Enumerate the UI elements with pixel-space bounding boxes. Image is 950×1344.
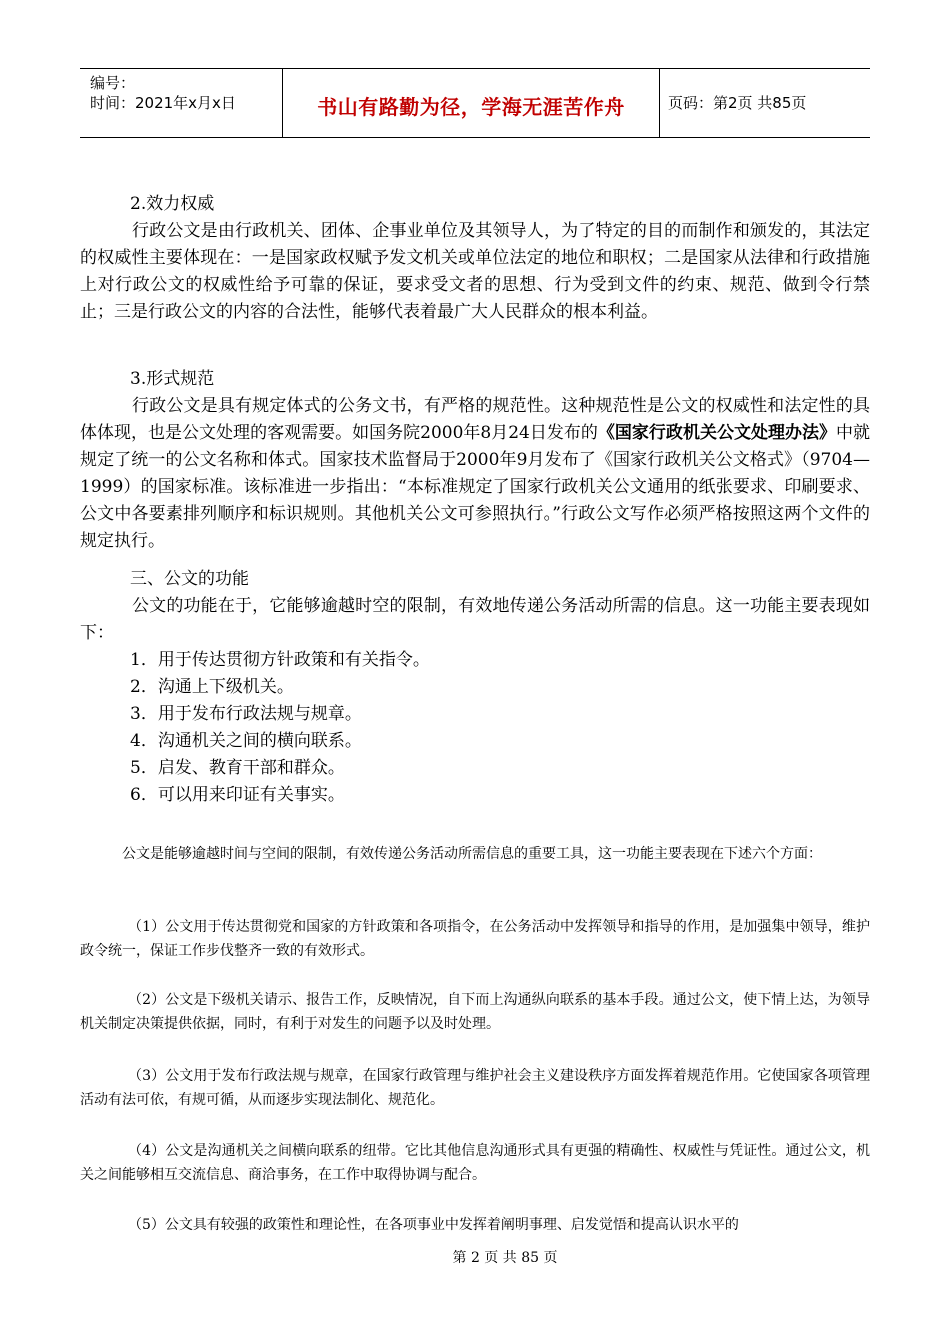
section-heading: 2.效力权威 [130,194,215,214]
section-paragraph [80,393,870,555]
section-format [80,366,870,555]
section-heading: 3.形式规范 [130,369,215,389]
list-item: 1．用于传达贯彻方针政策和有关指令。 [130,650,430,670]
paragraph-text: 行政公文是具有规定体式的公务文书，有严格的规范性。这种规范性是公文的权威性和法定性的具体体现，也是公文处理的客观需要。如国务院2000年8月24日发布的 [80,396,870,443]
header-motto-cell [283,69,660,137]
detail-paragraph: （3）公文用于发布行政法规与规章，在国家行政管理与维护社会主义建设秩序方面发挥着规范作用。它使国家各项管理活动有法可依，有规可循，从而逐步实现法制化、规范化。 [80,1068,870,1108]
paragraph-text: 中就规定了统一的公文名称和体式。国家技术监督局于2000年9月发布了《国家行政机关公文格式》（9704—1999）的国家标准。该标准进一步指出：“本标准规定了国家行政机关公文通用的纸张要求、印刷要求、公文中各要素排列顺序和标识规则。其他机关公文可参照执行。”行政公文写作必须严格按照这两个文件的规定执行。 [80,423,871,551]
section-authority [80,191,870,326]
header-page-cell [660,69,870,137]
section-intro: 公文的功能在于，它能够逾越时空的限制，有效地传递公务活动所需的信息。这一功能主要表现如下： [80,596,870,643]
header-motto: 书山有路勤为径，学海无涯苦作舟 [317,95,625,119]
detail-paragraph: （5）公文具有较强的政策性和理论性，在各项事业中发挥着阐明事理、启发觉悟和提高认识水平的 [128,1217,739,1233]
detail-point-3 [80,1064,870,1112]
list-item: 4．沟通机关之间的横向联系。 [130,731,362,751]
detail-paragraph: （1）公文用于传达贯彻党和国家的方针政策和各项指令，在公务活动中发挥领导和指导的作用，是加强集中领导，维护政令统一，保证工作步伐整齐一致的有效形式。 [80,919,870,959]
detail-point-1 [80,915,870,963]
detail-paragraph: （2）公文是下级机关请示、报告工作，反映情况，自下而上沟通纵向联系的基本手段。通过公文，使下情上达，为领导机关制定决策提供依据，同时，有利于对发生的问题予以及时处理。 [80,992,870,1032]
list-item: 2．沟通上下级机关。 [130,677,294,697]
document-number-label: 编号： [90,74,136,92]
section-paragraph: 行政公文是由行政机关、团体、企事业单位及其领导人，为了特定的目的而制作和颁发的，其法定的权威性主要体现在：一是国家政权赋予发文机关或单位法定的地位和职权；二是国家从法律和行政措施上对行政公文的权威性给予可靠的保证，要求受文者的思想、行为受到文件的约束、规范、做到令行禁止；三是行政公文的内容的合法性，能够代表着最广大人民群众的根本利益。 [80,221,870,322]
document-date: 时间：2021年x月x日 [90,94,236,112]
regulation-title: 《国家行政机关公文处理办法》 [597,423,836,443]
detail-point-2 [80,988,870,1036]
detail-intro: 公文是能够逾越时间与空间的限制，有效传递公务活动所需信息的重要工具，这一功能主要表现在下述六个方面： [122,846,822,862]
section-functions [80,566,870,809]
header-meta-cell [80,69,283,137]
list-item: 3．用于发布行政法规与规章。 [130,704,362,724]
detail-paragraph: （4）公文是沟通机关之间横向联系的纽带。它比其他信息沟通形式具有更强的精确性、权威性与凭证性。通过公文，机关之间能够相互交流信息、商洽事务，在工作中取得协调与配合。 [80,1143,870,1183]
header-page-info: 页码：第2页 共85页 [668,94,807,112]
footer-page-number: 第 2 页 共 85 页 [452,1250,558,1266]
detail-point-5 [80,1213,870,1237]
document-header [80,68,870,138]
list-item: 6．可以用来印证有关事实。 [130,785,345,805]
detail-intro-block [80,842,870,866]
page-footer [0,1247,950,1267]
detail-point-4 [80,1139,870,1187]
section-heading: 三、公文的功能 [130,569,249,589]
list-item: 5．启发、教育干部和群众。 [130,758,345,778]
